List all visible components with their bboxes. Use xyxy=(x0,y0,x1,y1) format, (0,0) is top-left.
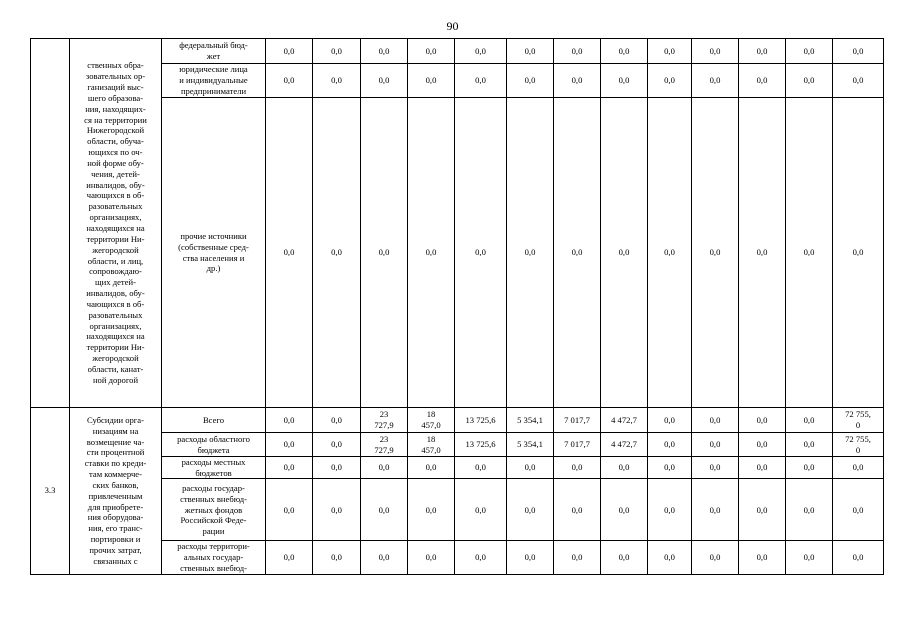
value-cell: 0,0 xyxy=(833,39,884,64)
value-cell: 0,0 xyxy=(692,39,739,64)
value-cell: 0,0 xyxy=(266,541,313,574)
value-cell: 0,0 xyxy=(648,479,692,541)
value-cell: 0,0 xyxy=(648,433,692,457)
value-cell: 0,0 xyxy=(833,98,884,408)
value-cell: 0,0 xyxy=(554,457,601,479)
value-cell: 0,0 xyxy=(455,39,507,64)
value-cell: 0,0 xyxy=(692,408,739,433)
funding-source-cell: юридические лица и индивидуальные предприниматели xyxy=(162,64,266,98)
value-cell: 0,0 xyxy=(601,479,648,541)
value-cell: 0,0 xyxy=(692,433,739,457)
value-cell: 0,0 xyxy=(313,433,361,457)
value-cell: 0,0 xyxy=(266,457,313,479)
value-cell: 4 472,7 xyxy=(601,408,648,433)
funding-source-cell: федеральный бюд- жет xyxy=(162,39,266,64)
value-cell: 0,0 xyxy=(266,433,313,457)
section-code xyxy=(31,39,70,408)
value-cell: 0,0 xyxy=(601,39,648,64)
value-cell: 0,0 xyxy=(408,39,455,64)
value-cell: 0,0 xyxy=(833,479,884,541)
value-cell: 0,0 xyxy=(507,98,554,408)
value-cell: 0,0 xyxy=(786,433,833,457)
value-cell: 0,0 xyxy=(313,64,361,98)
value-cell: 0,0 xyxy=(266,408,313,433)
table-row xyxy=(31,408,884,433)
value-cell: 0,0 xyxy=(266,64,313,98)
value-cell: 0,0 xyxy=(455,457,507,479)
value-cell: 0,0 xyxy=(266,98,313,408)
value-cell: 0,0 xyxy=(786,479,833,541)
value-cell: 0,0 xyxy=(739,433,786,457)
value-cell: 0,0 xyxy=(408,479,455,541)
funding-source-cell: расходы территори- альных государ- ственных внебюд- xyxy=(162,541,266,574)
funding-source-cell: расходы областного бюджета xyxy=(162,433,266,457)
funding-source-cell: прочие источники (собственные сред- ства населения и др.) xyxy=(162,98,266,408)
section-description: Субсидии орга- низациям на возмещение ча- сти процентной ставки по креди- там коммерче- ских банков, привлеченным для приобрете- ния оборудова- ния, его транс- портировки и прочих затрат, связанных с xyxy=(70,408,162,575)
value-cell: 0,0 xyxy=(313,408,361,433)
value-cell: 0,0 xyxy=(739,479,786,541)
value-cell: 0,0 xyxy=(601,541,648,574)
page-number: 90 xyxy=(446,19,459,33)
value-cell: 0,0 xyxy=(313,479,361,541)
value-cell: 72 755, 0 xyxy=(833,433,884,457)
value-cell: 0,0 xyxy=(648,98,692,408)
value-cell: 0,0 xyxy=(408,64,455,98)
value-cell: 0,0 xyxy=(692,457,739,479)
value-cell: 0,0 xyxy=(507,479,554,541)
section-code: 3.3 xyxy=(31,408,70,575)
value-cell: 0,0 xyxy=(507,541,554,574)
value-cell: 0,0 xyxy=(361,479,408,541)
value-cell: 0,0 xyxy=(786,98,833,408)
value-cell: 0,0 xyxy=(601,98,648,408)
value-cell: 7 017,7 xyxy=(554,408,601,433)
table-row xyxy=(31,39,884,64)
value-cell: 0,0 xyxy=(692,479,739,541)
value-cell: 7 017,7 xyxy=(554,433,601,457)
value-cell: 0,0 xyxy=(692,64,739,98)
value-cell: 0,0 xyxy=(361,457,408,479)
value-cell: 0,0 xyxy=(786,39,833,64)
value-cell: 0,0 xyxy=(408,457,455,479)
section-description: ственных обра- зовательных ор- ганизаций выс- шего образова- ния, находящих- ся на территории Нижегородской области, обуча- ющихся по оч- ной форме обу- чения, детей- инвалидов, обу- чающихся в об- разовательных организациях, находящихся на территории Ни- жегородской области, и лиц, сопровождаю- щих детей- инвалидов, обу- чающихся в об- разовательных организациях, находящихся на территории Ни- жегородской области, канат- ной дорогой xyxy=(70,39,162,408)
value-cell: 0,0 xyxy=(408,98,455,408)
value-cell: 0,0 xyxy=(739,39,786,64)
value-cell: 0,0 xyxy=(266,479,313,541)
value-cell: 0,0 xyxy=(455,541,507,574)
value-cell: 0,0 xyxy=(739,408,786,433)
value-cell: 0,0 xyxy=(313,98,361,408)
value-cell: 72 755, 0 xyxy=(833,408,884,433)
value-cell: 0,0 xyxy=(648,457,692,479)
value-cell: 0,0 xyxy=(361,541,408,574)
value-cell: 0,0 xyxy=(266,39,313,64)
value-cell: 0,0 xyxy=(692,541,739,574)
value-cell: 0,0 xyxy=(554,479,601,541)
value-cell: 0,0 xyxy=(455,479,507,541)
value-cell: 0,0 xyxy=(554,39,601,64)
value-cell: 0,0 xyxy=(455,64,507,98)
value-cell: 0,0 xyxy=(507,39,554,64)
value-cell: 0,0 xyxy=(601,64,648,98)
value-cell: 18 457,0 xyxy=(408,433,455,457)
value-cell: 0,0 xyxy=(739,541,786,574)
value-cell: 0,0 xyxy=(648,541,692,574)
value-cell: 0,0 xyxy=(455,98,507,408)
value-cell: 0,0 xyxy=(786,408,833,433)
value-cell: 0,0 xyxy=(408,541,455,574)
value-cell: 0,0 xyxy=(507,64,554,98)
value-cell: 0,0 xyxy=(313,39,361,64)
value-cell: 13 725,6 xyxy=(455,408,507,433)
value-cell: 0,0 xyxy=(786,457,833,479)
value-cell: 0,0 xyxy=(833,541,884,574)
value-cell: 0,0 xyxy=(554,64,601,98)
value-cell: 0,0 xyxy=(554,541,601,574)
value-cell: 0,0 xyxy=(554,98,601,408)
value-cell: 18 457,0 xyxy=(408,408,455,433)
value-cell: 0,0 xyxy=(692,98,739,408)
value-cell: 0,0 xyxy=(739,64,786,98)
value-cell: 0,0 xyxy=(601,457,648,479)
value-cell: 0,0 xyxy=(833,457,884,479)
value-cell: 0,0 xyxy=(361,64,408,98)
value-cell: 23 727,9 xyxy=(361,408,408,433)
value-cell: 5 354,1 xyxy=(507,408,554,433)
value-cell: 0,0 xyxy=(313,457,361,479)
value-cell: 0,0 xyxy=(361,39,408,64)
funding-source-cell: расходы местных бюджетов xyxy=(162,457,266,479)
value-cell: 0,0 xyxy=(648,408,692,433)
value-cell: 23 727,9 xyxy=(361,433,408,457)
funding-source-cell: Всего xyxy=(162,408,266,433)
value-cell: 0,0 xyxy=(361,98,408,408)
value-cell: 13 725,6 xyxy=(455,433,507,457)
value-cell: 0,0 xyxy=(833,64,884,98)
value-cell: 5 354,1 xyxy=(507,433,554,457)
value-cell: 0,0 xyxy=(313,541,361,574)
value-cell: 0,0 xyxy=(648,64,692,98)
value-cell: 0,0 xyxy=(786,64,833,98)
value-cell: 0,0 xyxy=(739,98,786,408)
value-cell: 0,0 xyxy=(507,457,554,479)
value-cell: 0,0 xyxy=(786,541,833,574)
funding-table xyxy=(30,38,884,575)
value-cell: 4 472,7 xyxy=(601,433,648,457)
value-cell: 0,0 xyxy=(648,39,692,64)
funding-source-cell: расходы государ- ственных внебюд- жетных фондов Российской Феде- рации xyxy=(162,479,266,541)
value-cell: 0,0 xyxy=(739,457,786,479)
